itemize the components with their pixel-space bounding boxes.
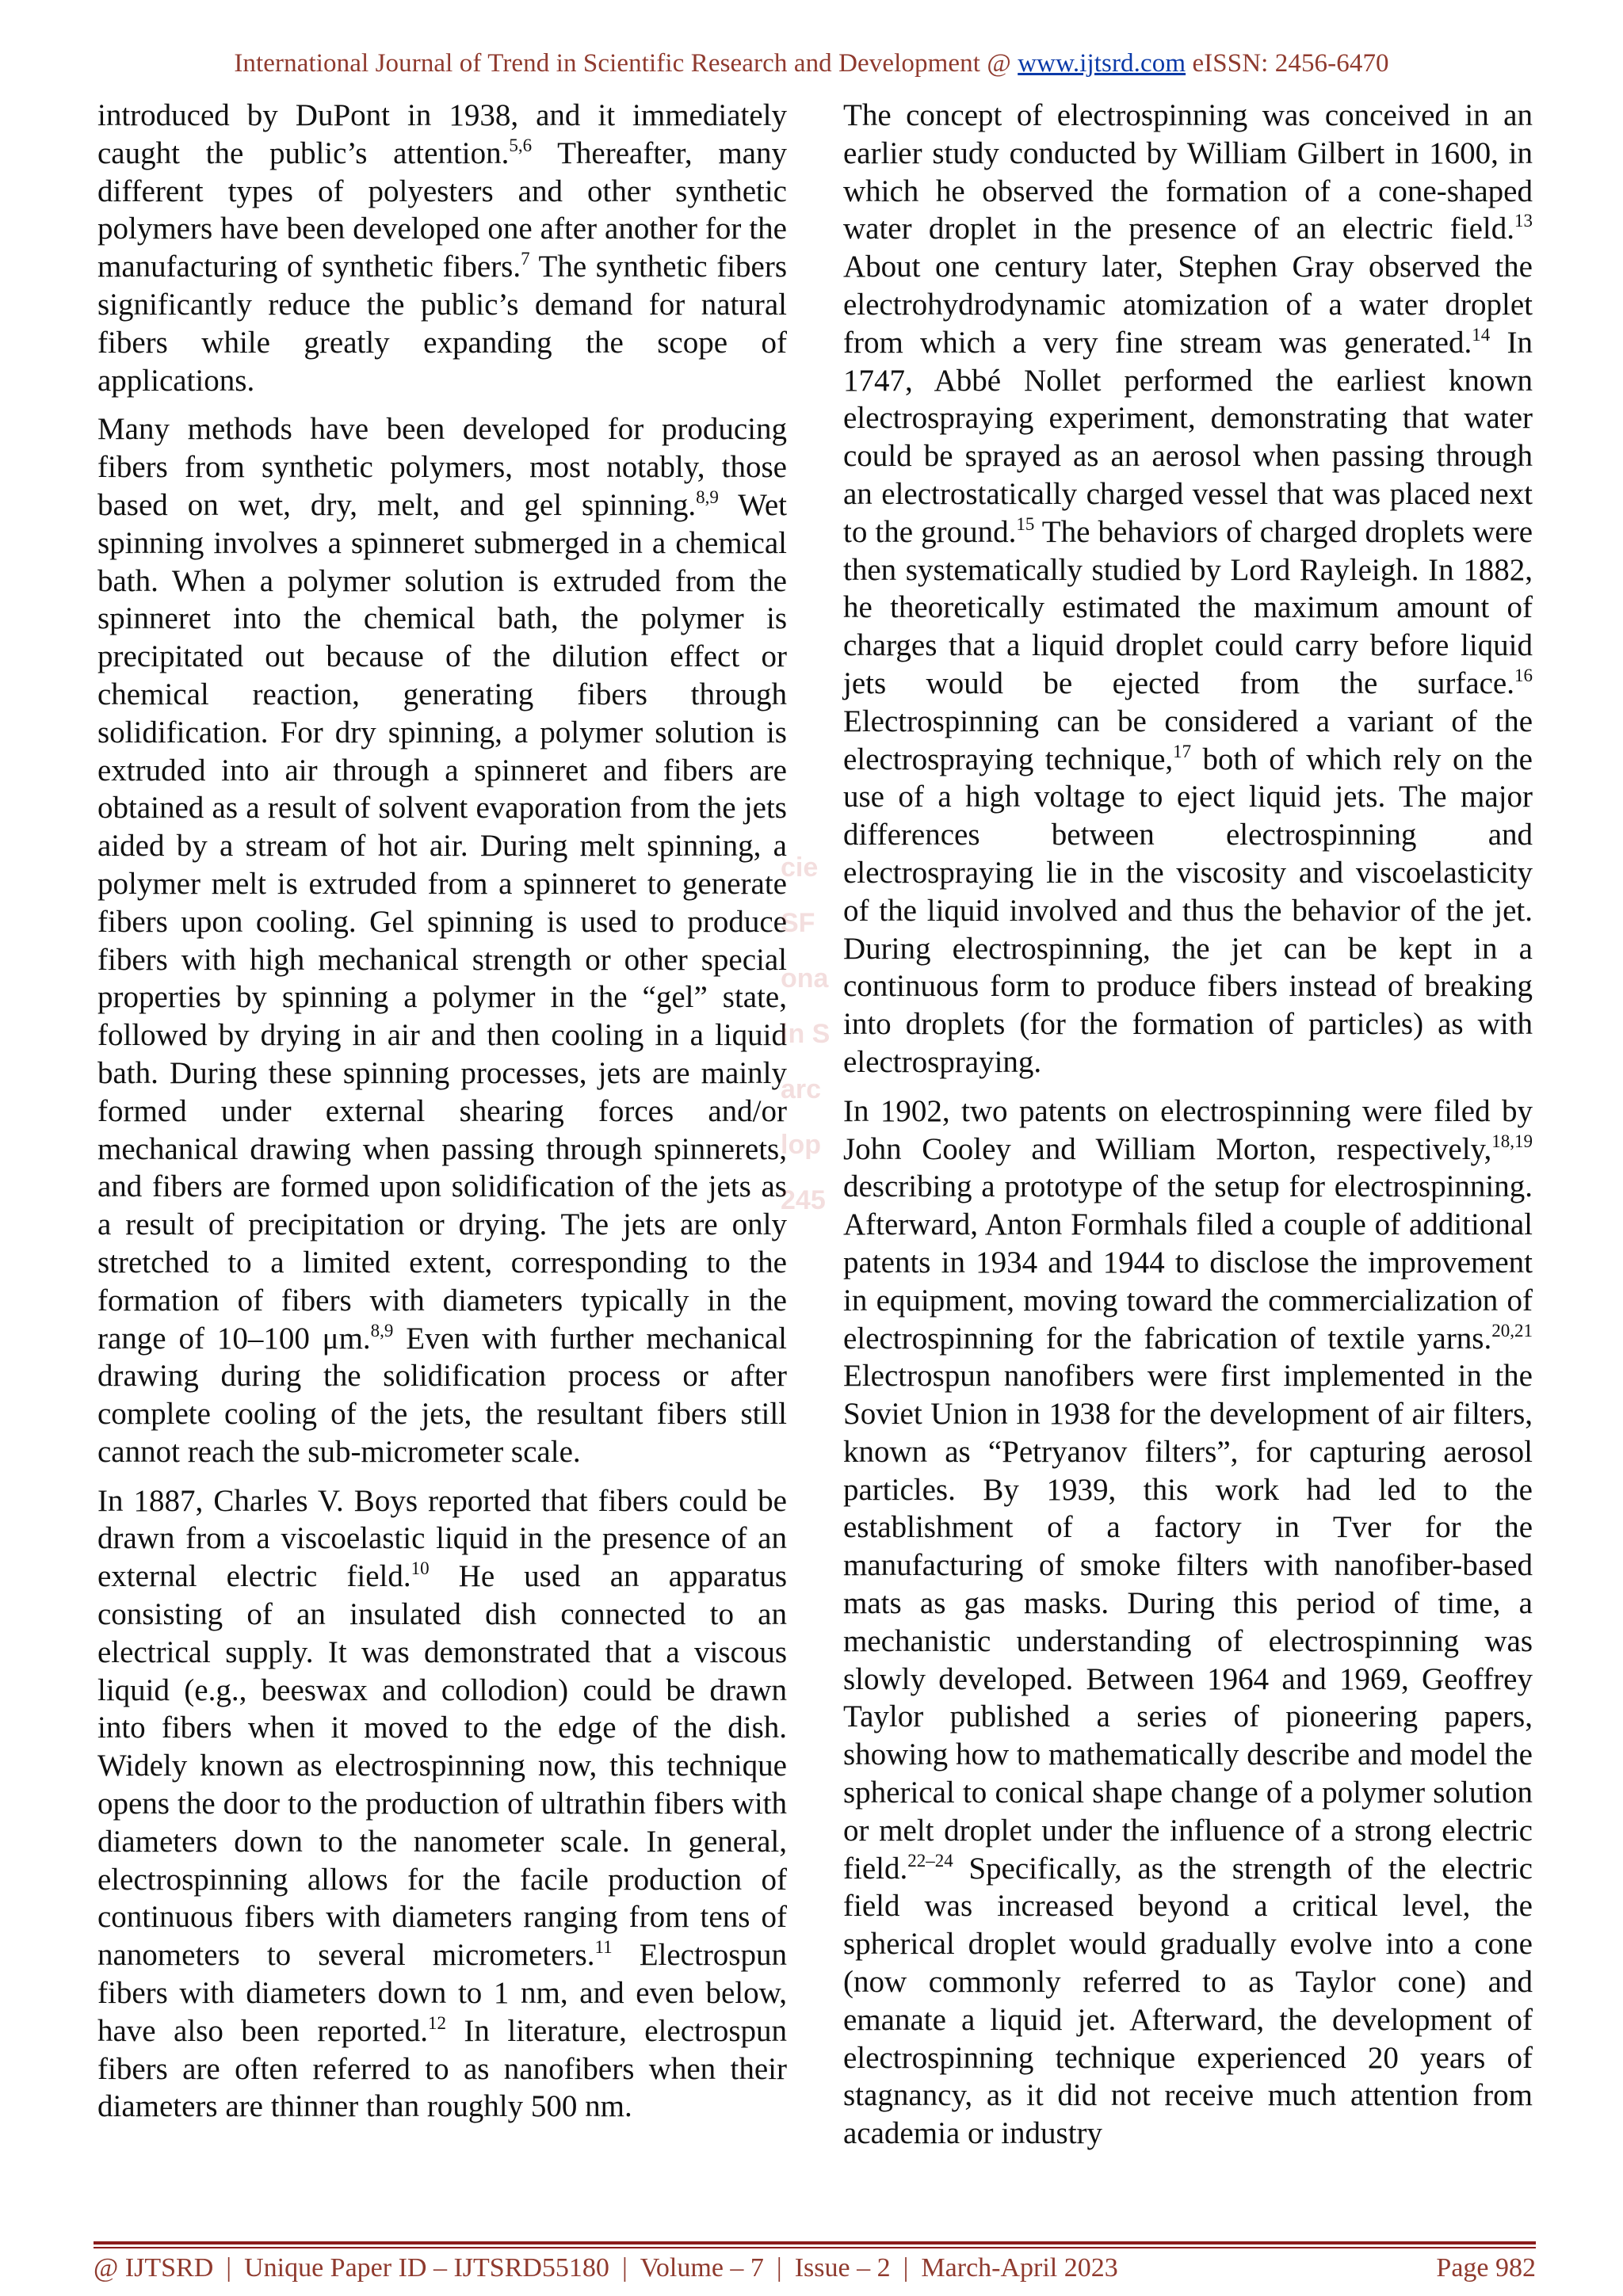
- watermark-fragment: ona: [781, 963, 829, 994]
- watermark-fragment: in S: [781, 1019, 831, 1049]
- text-run: Even with further mechanical drawing during the solidification process or after complete cooling of the jets, the resultant fibers still cannot reach the sub-micrometer scale.: [97, 1321, 787, 1469]
- footer-paper-id: Unique Paper ID – IJTSRD55180: [244, 2253, 609, 2283]
- citation: 22–24: [907, 1850, 953, 1871]
- footer-separator: |: [903, 2253, 909, 2283]
- running-header: [0, 49, 1623, 78]
- footer-date: March-April 2023: [921, 2253, 1118, 2283]
- watermark-fragment: arc: [781, 1074, 822, 1104]
- watermark-fragment: 245: [781, 1185, 826, 1215]
- text-run: In literature, electrospun fibers are often referred to as nanofibers when their diameters are thinner than roughly 500 nm.: [97, 2013, 787, 2124]
- journal-watermark: [781, 840, 852, 1474]
- citation: 16: [1514, 665, 1533, 685]
- journal-issn: eISSN: 2456-6470: [1192, 49, 1389, 78]
- footer-separator: |: [226, 2253, 232, 2283]
- citation: 5,6: [509, 135, 533, 155]
- paragraph: [843, 97, 1533, 1081]
- paragraph: [97, 410, 787, 1470]
- watermark-fragment: SF: [781, 908, 815, 938]
- paragraph: [843, 1093, 1533, 2153]
- text-run: In 1887, Charles V. Boys reported that fibers could be drawn from a viscoelastic liquid in the presence of an external electric field.: [97, 1483, 787, 1594]
- citation: 20,21: [1491, 1320, 1533, 1341]
- page-number: Page 982: [1436, 2253, 1536, 2283]
- text-run: He used an apparatus consisting of an insulated dish connected to an electrical supply. It was demonstrated that a viscous liquid (e.g., beeswax and collodion) could be drawn into fibers when it moved to the edge of the dish. Widely known as electrospinning now, this technique opens the door to the production of ultrathin fibers with diameters down to the nanometer scale. In general, electrospinning allows for the facile production of continuous fibers with diameters ranging from tens of nanometers to several micrometers.: [97, 1559, 787, 1973]
- footer-separator: |: [621, 2253, 628, 2283]
- text-run: describing a prototype of the setup for electrospinning. Afterward, Anton Formhals filed a couple of additional patents in 1934 and 1944 to disclose the improvement in equipment, moving toward the commercialization of electrospinning for the fabrication of textile yarns.: [843, 1169, 1533, 1356]
- citation: 8,9: [696, 486, 719, 507]
- footer-separator: |: [776, 2253, 782, 2283]
- citation: 18,19: [1491, 1131, 1533, 1151]
- citation: 7: [521, 249, 530, 269]
- paragraph: [97, 97, 787, 399]
- text-run: both of which rely on the use of a high voltage to eject liquid jets. The major differences between electrospinning and electrospraying lie in the viscosity and viscoelasticity of the liquid involved and thus the behavior of the jet. During electrospinning, the jet can be kept in a continuous form to produce fibers instead of breaking into droplets (for the formation of particles) as with electrospraying.: [843, 742, 1533, 1079]
- text-run: The concept of electrospinning was conceived in an earlier study conducted by William Gilbert in 1600, in which he observed the formation of a cone-shaped water droplet in the presence of an electric field.: [843, 98, 1533, 246]
- citation: 17: [1173, 741, 1192, 761]
- text-run: Wet spinning involves a spinneret submerged in a chemical bath. When a polymer solution is extruded from the spinneret into the chemical bath, the polymer is precipitated out because of the dilution effect or chemical reaction, generating fibers through solidification. For dry spinning, a polymer solution is extruded into air through a spinneret and fibers are obtained as a result of solvent evaporation from the jets aided by a stream of hot air. During melt spinning, a polymer melt is extruded from a spinneret to generate fibers upon cooling. Gel spinning is used to produce fibers with high mechanical strength or other special properties by spinning a polymer in the “gel” state, followed by drying in air and then cooling in a liquid bath. During these spinning processes, jets are mainly formed under external shearing forces and/or mechanical drawing when passing through spinnerets, and fibers are formed upon solidification of the jets as a result of precipitation or drying. The jets are only stretched to a limited extent, corresponding to the formation of fibers with diameters typically in the range of 10–100 μm.: [97, 487, 787, 1356]
- footer-volume: Volume – 7: [640, 2253, 764, 2283]
- citation: 8,9: [370, 1320, 394, 1341]
- citation: 11: [594, 1937, 613, 1958]
- citation: 10: [411, 1558, 430, 1579]
- watermark-fragment: cie: [781, 852, 819, 883]
- right-column: [843, 97, 1533, 2164]
- text-run: Specifically, as the strength of the electric field was increased beyond a critical level, the spherical droplet would gradually evolve into a cone (now commonly referred to as Taylor cone) and emanate a liquid jet. Afterward, the development of electrospinning technique experienced 20 years of stagnancy, as it did not receive much attention from academia or industry: [843, 1851, 1533, 2151]
- text-run: In 1902, two patents on electrospinning were filed by John Cooley and William Morton, respectively,: [843, 1093, 1533, 1166]
- left-column: [97, 97, 787, 2137]
- text-run: introduced by DuPont in 1938, and it immediately caught the public’s attention.: [97, 98, 787, 170]
- footer-rule: [94, 2241, 1536, 2245]
- paragraph: [97, 1482, 787, 2126]
- watermark-fragment: lop: [781, 1130, 821, 1160]
- text-run: Electrospun fibers with diameters down to 1 nm, and even below, have also been reported.: [97, 1938, 787, 2048]
- text-run: The behaviors of charged droplets were then systematically studied by Lord Rayleigh. In 1882, he theoretically estimated the maximum amount of charges that a liquid droplet could carry before liquid jets would be ejected from the surface.: [843, 514, 1533, 700]
- text-run: Electrospinning can be considered a variant of the electrospraying technique,: [843, 704, 1533, 776]
- running-footer: [94, 2253, 1536, 2283]
- citation: 14: [1472, 324, 1491, 345]
- text-run: In 1747, Abbé Nollet performed the earliest known electrospraying experiment, demonstrating that water could be sprayed as an aerosol when passing through an electrostatically charged vessel that was placed next to the ground.: [843, 325, 1533, 549]
- footer-rule-thin: [94, 2247, 1536, 2248]
- text-run: The synthetic fibers significantly reduce the public’s demand for natural fibers while greatly expanding the scope of applications.: [97, 250, 787, 398]
- text-run: Electrospun nanofibers were first implemented in the Soviet Union in 1938 for the development of air filters, known as “Petryanov filters”, for capturing aerosol particles. By 1939, this work had led to the establishment of a factory in Tver for the manufacturing of smoke filters with nanofiber-based mats as gas masks. During this period of time, a mechanistic understanding of electrospinning was slowly developed. Between 1964 and 1969, Geoffrey Taylor published a series of pioneering papers, showing how to mathematically describe and model the spherical to conical shape change of a polymer solution or melt droplet under the influence of a strong electric field.: [843, 1359, 1533, 1886]
- journal-url-link[interactable]: www.ijtsrd.com: [1018, 49, 1186, 78]
- journal-name: International Journal of Trend in Scientific Research and Development @: [234, 49, 1011, 78]
- citation: 15: [1016, 513, 1035, 534]
- text-run: Thereafter, many different types of polyesters and other synthetic polymers have been developed one after another for the manufacturing of synthetic fibers.: [97, 135, 787, 284]
- footer-issue: Issue – 2: [794, 2253, 891, 2283]
- text-run: Many methods have been developed for producing fibers from synthetic polymers, most notably, those based on wet, dry, melt, and gel spinning.: [97, 412, 787, 522]
- citation: 12: [428, 2012, 446, 2033]
- footer-org: @ IJTSRD: [94, 2253, 214, 2283]
- text-run: About one century later, Stephen Gray observed the electrohydrodynamic atomization of a water droplet from which a very fine stream was generated.: [843, 250, 1533, 360]
- citation: 13: [1514, 211, 1533, 231]
